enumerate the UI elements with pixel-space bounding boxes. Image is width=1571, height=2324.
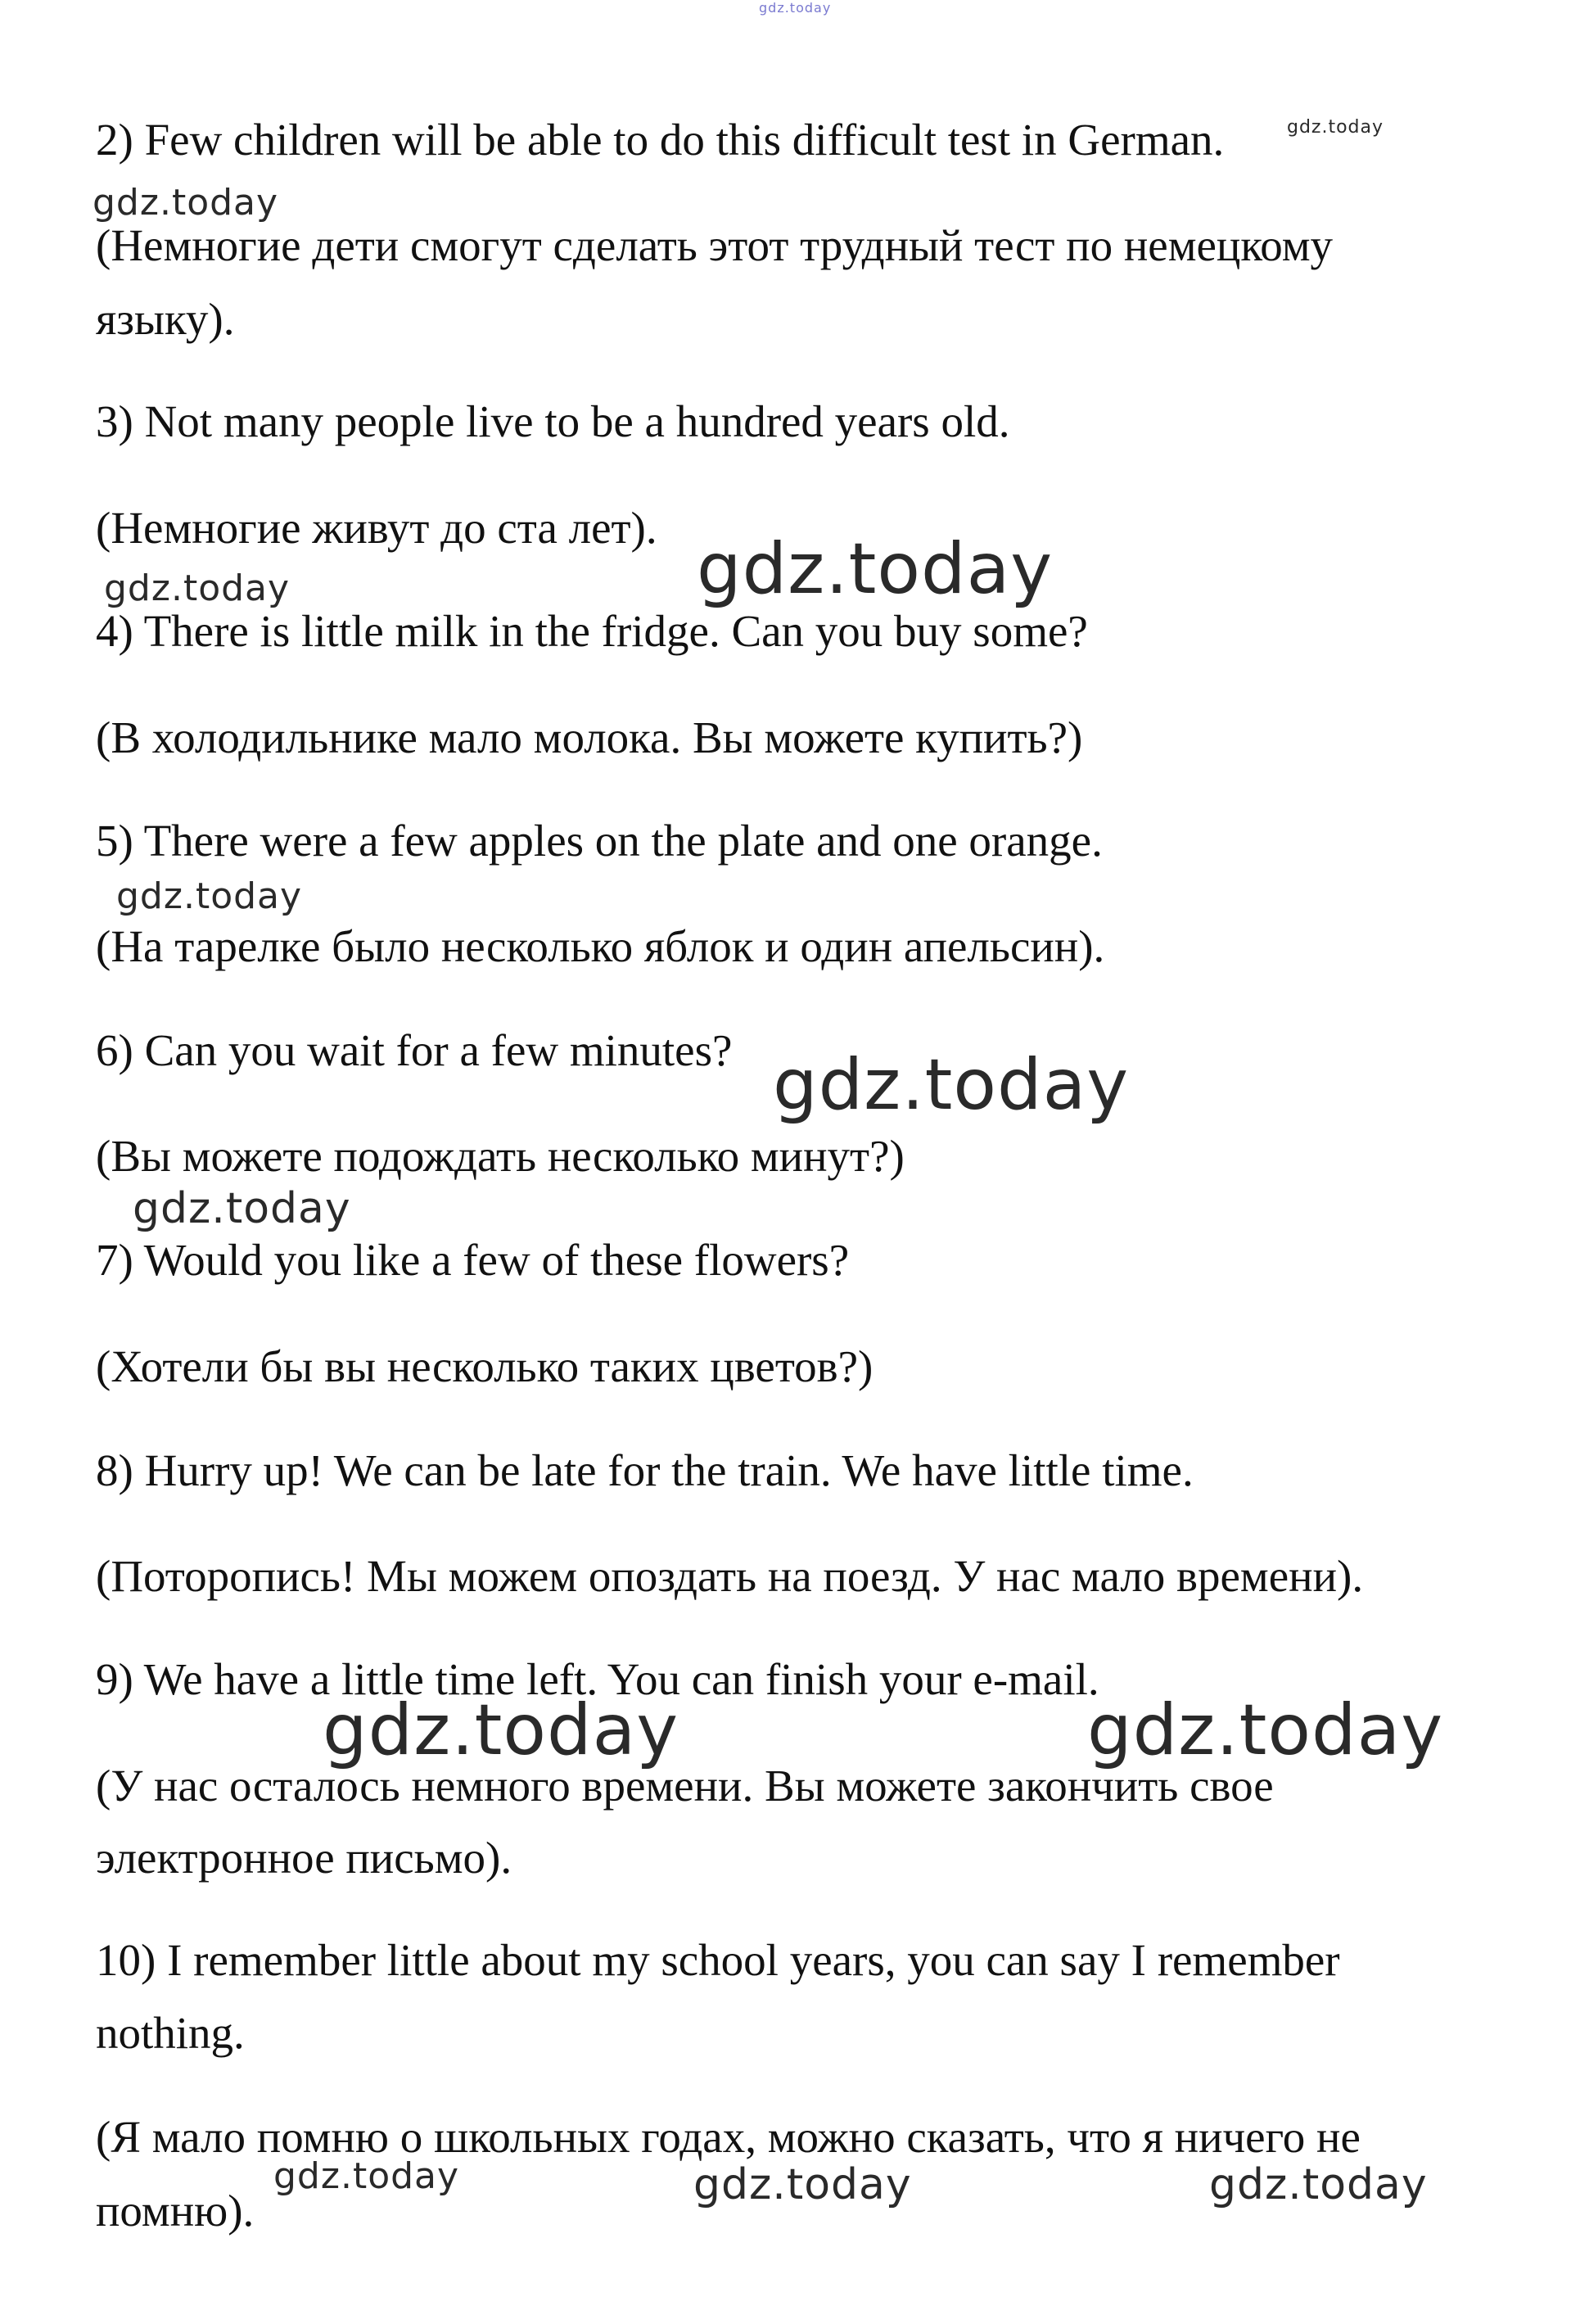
watermark: gdz.today: [1287, 117, 1384, 138]
watermark: gdz.today: [697, 528, 1054, 610]
watermark: gdz.today: [1209, 2160, 1428, 2209]
text-line-17: (У нас осталось немного времени. Вы можете закончить свое: [96, 1761, 1274, 1811]
watermark: gdz.today: [693, 2160, 912, 2209]
watermark: gdz.today: [323, 1689, 679, 1771]
text-line-13: (Хотели бы вы несколько таких цветов?): [96, 1341, 874, 1391]
text-line-18: электронное письмо).: [96, 1833, 512, 1883]
watermark: gdz.today: [773, 1044, 1130, 1126]
text-line-1: 2) Few children will be able to do this difficult test in German.: [96, 115, 1225, 165]
watermark: gdz.today: [1087, 1689, 1444, 1771]
text-line-2: (Немногие дети смогут сделать этот трудный тест по немецкому: [96, 220, 1334, 270]
text-line-19: 10) I remember little about my school years, you can say I remember: [96, 1935, 1340, 1985]
text-line-12: 7) Would you like a few of these flowers?: [96, 1235, 850, 1285]
text-line-14: 8) Hurry up! We can be late for the train. We have little time.: [96, 1445, 1194, 1495]
watermark: gdz.today: [116, 875, 303, 917]
watermark: gdz.today: [759, 0, 832, 16]
text-line-7: (В холодильнике мало молока. Вы можете купить?): [96, 712, 1083, 762]
watermark: gdz.today: [273, 2155, 460, 2197]
text-line-11: (Вы можете подождать несколько минут?): [96, 1131, 905, 1181]
text-line-4: 3) Not many people live to be a hundred years old.: [96, 396, 1010, 446]
text-line-16: 9) We have a little time left. You can finish your e-mail.: [96, 1654, 1099, 1704]
text-line-20: nothing.: [96, 2008, 245, 2058]
text-line-6: 4) There is little milk in the fridge. Can you buy some?: [96, 606, 1088, 656]
watermark: gdz.today: [93, 182, 279, 224]
text-line-5: (Немногие живут до ста лет).: [96, 503, 657, 553]
text-line-21: (Я мало помню о школьных годах, можно сказать, что я ничего не: [96, 2112, 1361, 2162]
text-line-9: (На тарелке было несколько яблок и один апельсин).: [96, 921, 1105, 971]
text-line-10: 6) Can you wait for a few minutes?: [96, 1025, 733, 1075]
watermark: gdz.today: [133, 1184, 351, 1233]
text-line-3: языку).: [96, 294, 235, 344]
text-line-22: помню).: [96, 2186, 255, 2236]
text-line-8: 5) There were a few apples on the plate and one orange.: [96, 816, 1103, 866]
text-line-15: (Поторопись! Мы можем опоздать на поезд. У нас мало времени).: [96, 1551, 1364, 1601]
watermark: gdz.today: [104, 567, 291, 609]
